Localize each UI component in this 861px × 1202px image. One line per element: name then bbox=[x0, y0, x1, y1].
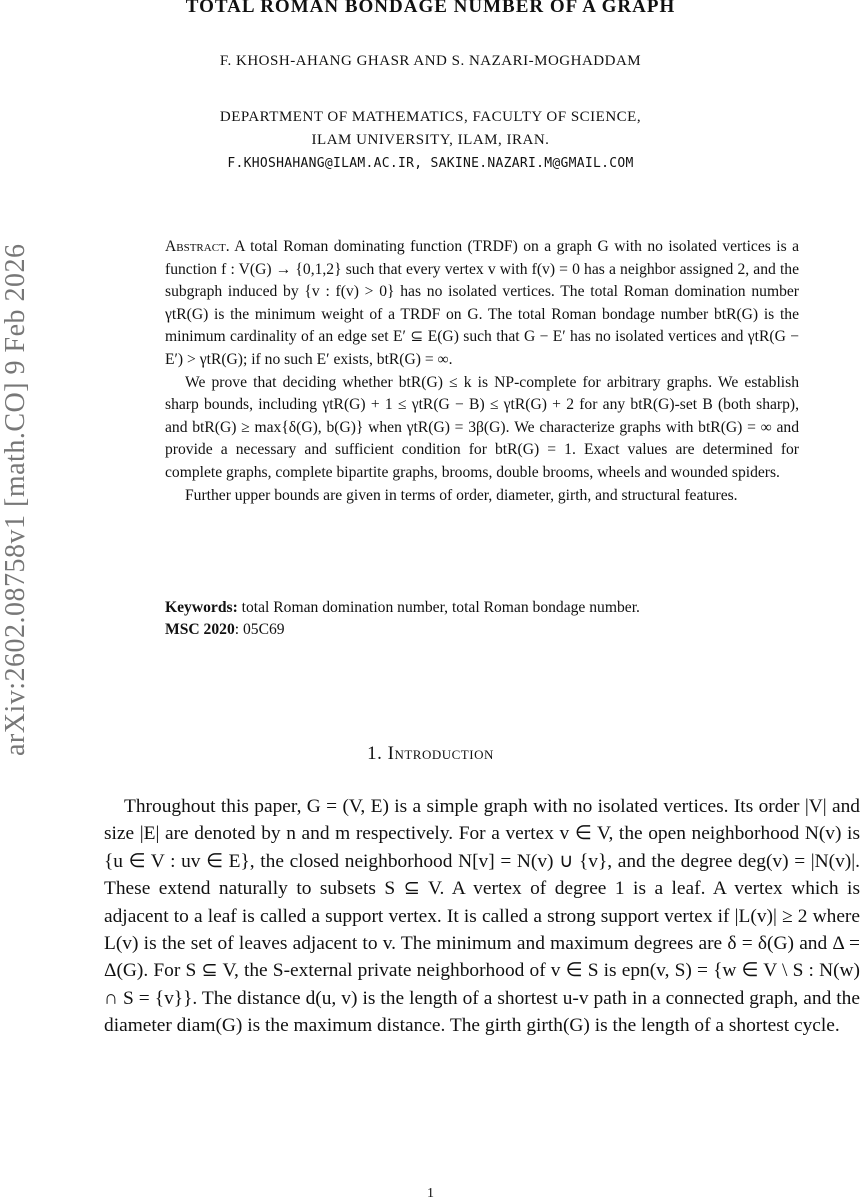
keywords-label: Keywords: bbox=[165, 599, 238, 616]
page-number: 1 bbox=[427, 1186, 434, 1201]
paper-title: TOTAL ROMAN BONDAGE NUMBER OF A GRAPH bbox=[185, 0, 676, 17]
keywords-text: total Roman domination number, total Roman bondage number. bbox=[241, 599, 640, 616]
abstract-paragraph-2: We prove that deciding whether btR(G) ≤ k is NP-complete for arbitrary graphs. We establish sharp bounds, including γtR(G) + 1 ≤ γtR(G − B) ≤ γtR(G) + 2 for any btR(G)-set B (both sharp), and btR(G) ≥ max{δ(G), b(G)} when γtR(G) = 3β(G). We characterize graphs with btR(G) = ∞ and provide a necessary and sufficient condition for btR(G) = 1. Exact values are determined for complete graphs, complete bipartite graphs, brooms, double brooms, wheels and wounded spiders. bbox=[165, 373, 799, 481]
keywords-line bbox=[165, 597, 799, 619]
affiliation bbox=[0, 106, 861, 175]
abstract-paragraph-3: Further upper bounds are given in terms of order, diameter, girth, and structural features. bbox=[185, 486, 738, 504]
msc-label: MSC 2020 bbox=[165, 621, 235, 638]
section-title: Introduction bbox=[387, 743, 494, 764]
abstract-text-1: A total Roman dominating function (TRDF) on a graph G with no isolated vertices is a function f : V(G) → {0,1,2} such that every vertex v with f(v) = 0 has a neighbor assigned 2, and the subgraph induced by {v : f(v) > 0} has no isolated vertices. The total Roman domination number γtR(G) is the minimum weight of a TRDF on G. The total Roman bondage number btR(G) is the minimum cardinality of an edge set E′ ⊆ E(G) such that G − E′ has no isolated vertices and γtR(G − E′) > γtR(G); if no such E′ exists, btR(G) = ∞. bbox=[165, 238, 799, 368]
section-number: 1. bbox=[367, 743, 383, 764]
introduction-paragraph: Throughout this paper, G = (V, E) is a simple graph with no isolated vertices. Its order |V| and size |E| are denoted by n and m respectively. For a vertex v ∈ V, the open neighborhood N(v) is {u ∈ V : uv ∈ E}, the closed neighborhood N[v] = N(v) ∪ {v}, and the degree deg(v) = |N(v)|. These extend naturally to subsets S ⊆ V. A vertex of degree 1 is a leaf. A vertex which is adjacent to a leaf is called a support vertex. It is called a strong support vertex if |L(v)| ≥ 2 where L(v) is the set of leaves adjacent to v. The minimum and maximum degrees are δ = δ(G) and Δ = Δ(G). For S ⊆ V, the S-external private neighborhood of v ∈ S is epn(v, S) = {w ∈ V \ S : N(w) ∩ S = {v}}. The distance d(u, v) is the length of a shortest u-v path in a connected graph, and the diameter diam(G) is the maximum distance. The girth girth(G) is the length of a shortest cycle. bbox=[104, 796, 860, 1037]
author-emails: F.KHOSHAHANG@ILAM.AC.IR, SAKINE.NAZARI.M@GMAIL.COM bbox=[227, 156, 634, 171]
abstract-label: Abstract. bbox=[165, 238, 230, 255]
introduction-body bbox=[104, 793, 860, 1040]
keywords-block bbox=[165, 597, 799, 641]
affiliation-line-2: ILAM UNIVERSITY, ILAM, IRAN. bbox=[311, 132, 550, 148]
msc-text: : 05C69 bbox=[234, 621, 285, 638]
abstract-paragraph-1 bbox=[165, 236, 799, 372]
authors: F. KHOSH-AHANG GHASR AND S. NAZARI-MOGHADDAM bbox=[219, 53, 642, 69]
affiliation-line-1: DEPARTMENT OF MATHEMATICS, FACULTY OF SCIENCE, bbox=[219, 109, 642, 125]
msc-line bbox=[165, 619, 799, 641]
section-heading bbox=[0, 743, 861, 765]
abstract bbox=[165, 236, 799, 507]
arxiv-identifier: arXiv:2602.08758v1 [math.CO] 9 Feb 2026 bbox=[0, 243, 31, 757]
